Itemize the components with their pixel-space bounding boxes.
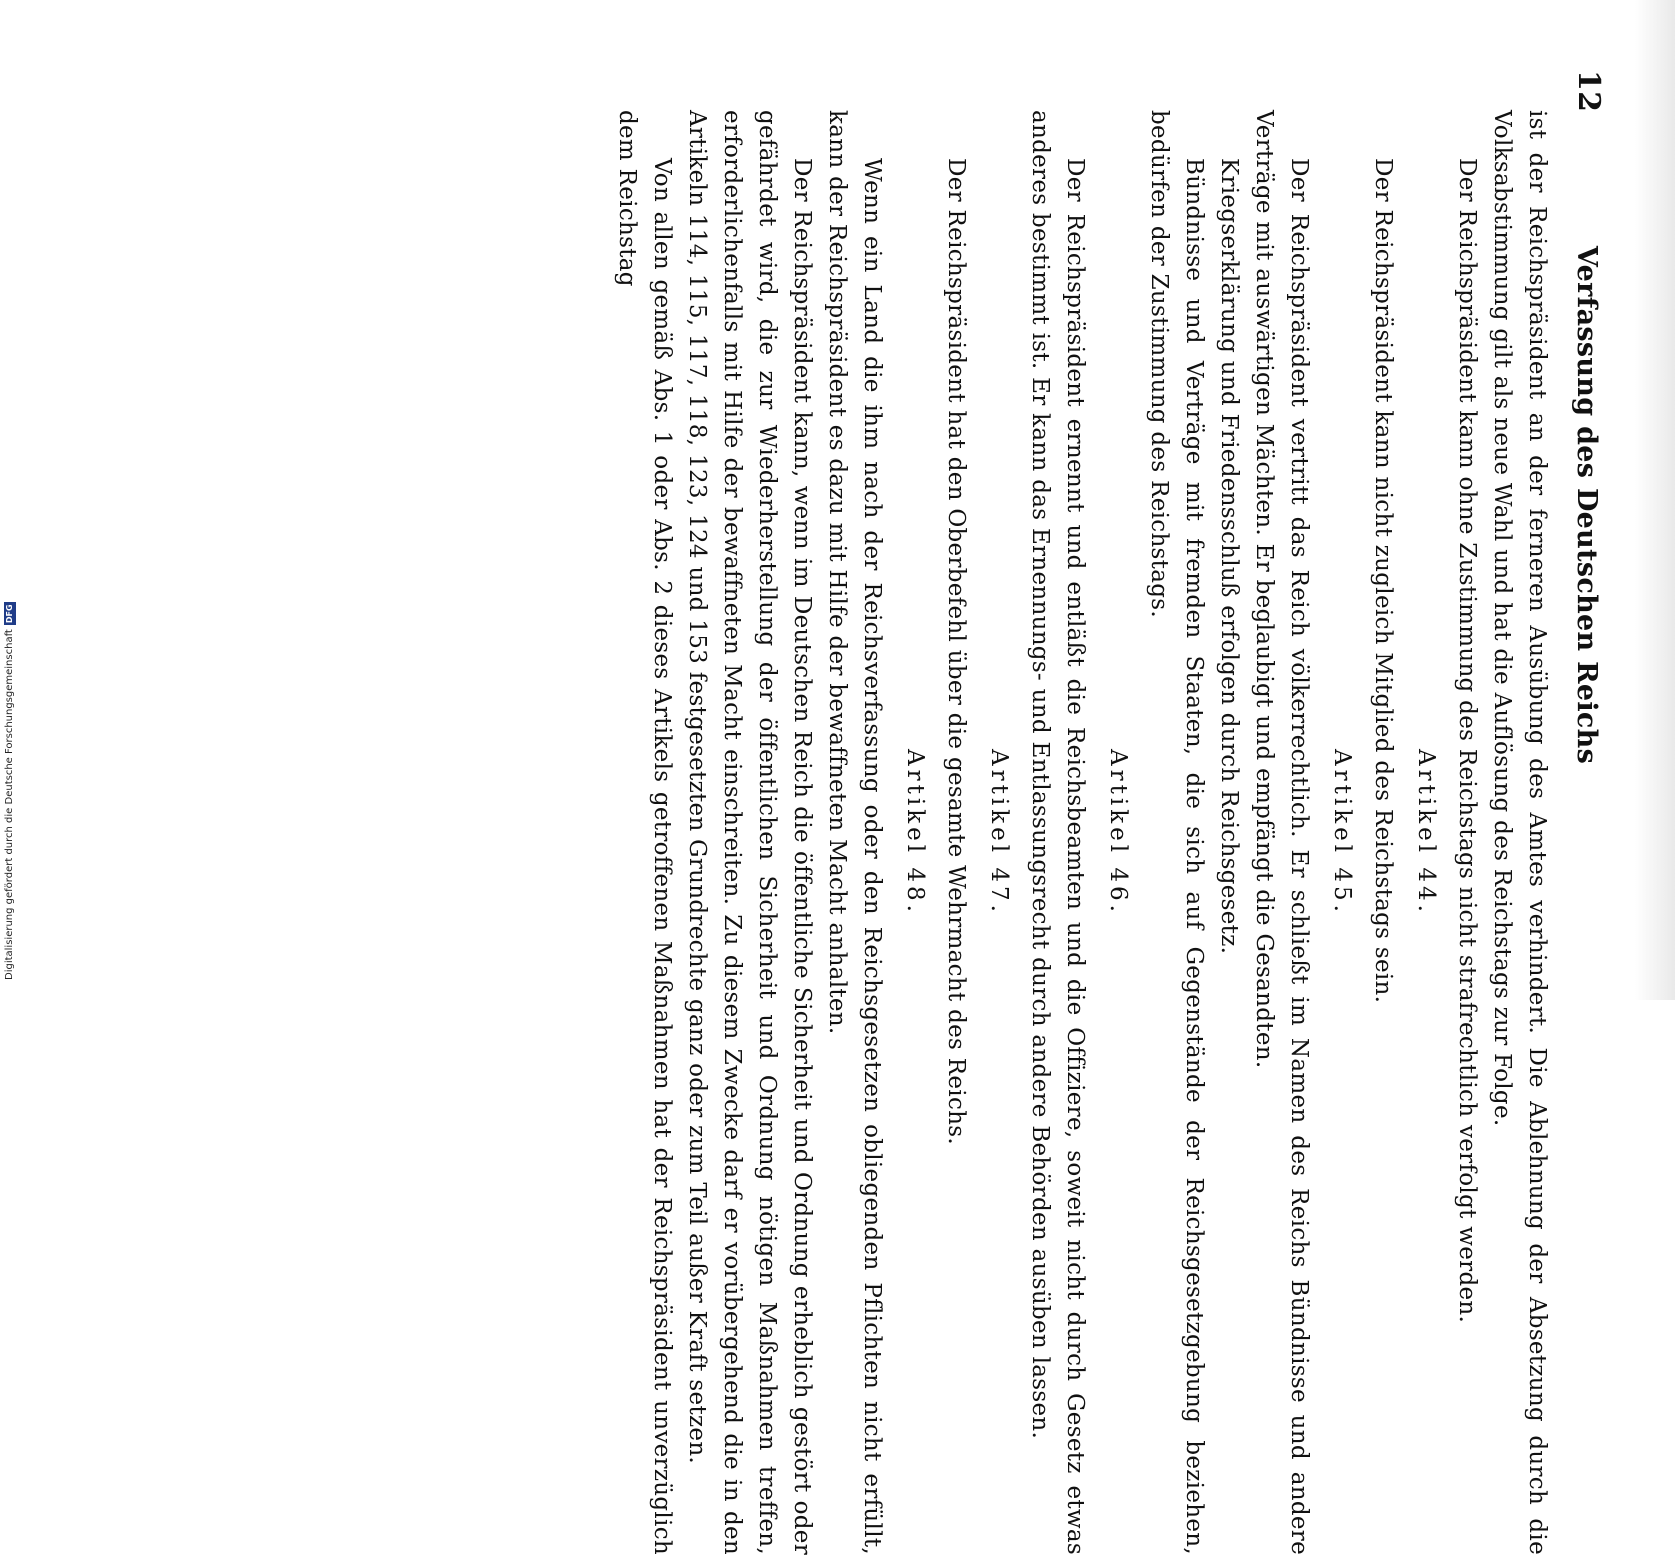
article-paragraph: Der Reichspräsident hat den Oberbefehl über die gesamte Wehrmacht des Reichs. [942, 158, 969, 1145]
article-paragraph: Der Reichspräsident kann, wenn im Deutschen Reich die öffentliche Sicherheit und Ordnung erheblich gestört oder gefährdet wird, die zur Wiederherstellung der öffentlichen Sicherheit und Ordnung nötigen Maßnahmen treffen, erforderlichenfalls mit Hilfe der bewaffneten Macht einschreiten. Zu diesem Zwecke darf er vorübergehend die in den Artikeln 114, 115, 117, 118, 123, 124 und 153 festgesetzten Grundrechte ganz oder zum Teil außer Kraft setzen. [683, 110, 815, 1555]
article-paragraph: Kriegserklärung und Friedensschluß erfolgen durch Reichsgesetz. [1215, 158, 1242, 955]
article-heading: Artikel 48. [901, 749, 928, 916]
continuation-paragraph: ist der Reichspräsident an der ferneren Ausübung des Amtes verhindert. Die Ablehnung der Absetzung durch die Volksabstimmung gilt als neue Wahl und hat die Auflösung des Reichstags zur Folge. [1488, 110, 1550, 1555]
article-paragraph: Bündnisse und Verträge mit fremden Staaten, die sich auf Gegenstände der Reichsgesetzgebung beziehen, bedürfen der Zustimmung des Reichstags. [1145, 110, 1207, 1555]
article-46 [1022, 110, 1135, 1555]
body-text [609, 110, 1554, 1555]
article-paragraph: Von allen gemäß Abs. 1 oder Abs. 2 dieses Artikels getroffenen Maßnahmen hat der Reichspräsident unverzüglich dem Reichstag [613, 110, 675, 1555]
article-44 [1365, 110, 1443, 1555]
running-title: Verfassung des Deutschen Reichs [1570, 245, 1602, 765]
page-number: 12 [1570, 70, 1606, 113]
continuation-paragraph-2: Der Reichspräsident kann ohne Zustimmung des Reichstags nicht strafrechtlich verfolgt werden. [1453, 158, 1480, 1324]
article-heading: Artikel 46. [1104, 749, 1131, 916]
article-47 [938, 110, 1016, 1555]
rotated-book-page [58, 20, 1618, 1555]
article-paragraph: Der Reichspräsident ernennt und entläßt die Reichsbeamten und die Offiziere, soweit nicht durch Gesetz etwas anderes bestimmt ist. Er kann das Ernennungs- und Entlassungsrecht durch andere Behörden ausüben lassen. [1026, 110, 1088, 1555]
dfg-logo: DFG [5, 604, 14, 624]
article-heading: Artikel 45. [1328, 749, 1355, 916]
article-heading: Artikel 47. [985, 749, 1012, 916]
article-paragraph: Der Reichspräsident vertritt das Reich völkerrechtlich. Er schließt im Namen des Reichs Bündnisse und andere Verträge mit auswärtigen Mächten. Er beglaubigt und empfängt die Gesandten. [1250, 110, 1312, 1555]
digitization-credit [3, 540, 17, 980]
article-paragraph: Wenn ein Land die ihm nach der Reichsverfassung oder den Reichsgesetzen obliegenden Pflichten nicht erfüllt, kann der Reichspräsident es dazu mit Hilfe der bewaffneten Macht anhalten. [823, 110, 885, 1555]
article-heading: Artikel 44. [1412, 749, 1439, 916]
credit-text: Digitalisierung gefördert durch die Deutsche Forschungsgemeinschaft [4, 629, 15, 980]
running-head [1566, 70, 1606, 940]
article-paragraph: Der Reichspräsident kann nicht zugleich Mitglied des Reichstags sein. [1369, 158, 1396, 1004]
article-48 [609, 110, 932, 1555]
article-45 [1141, 110, 1359, 1555]
scan-edge-shadow [1635, 0, 1675, 1000]
